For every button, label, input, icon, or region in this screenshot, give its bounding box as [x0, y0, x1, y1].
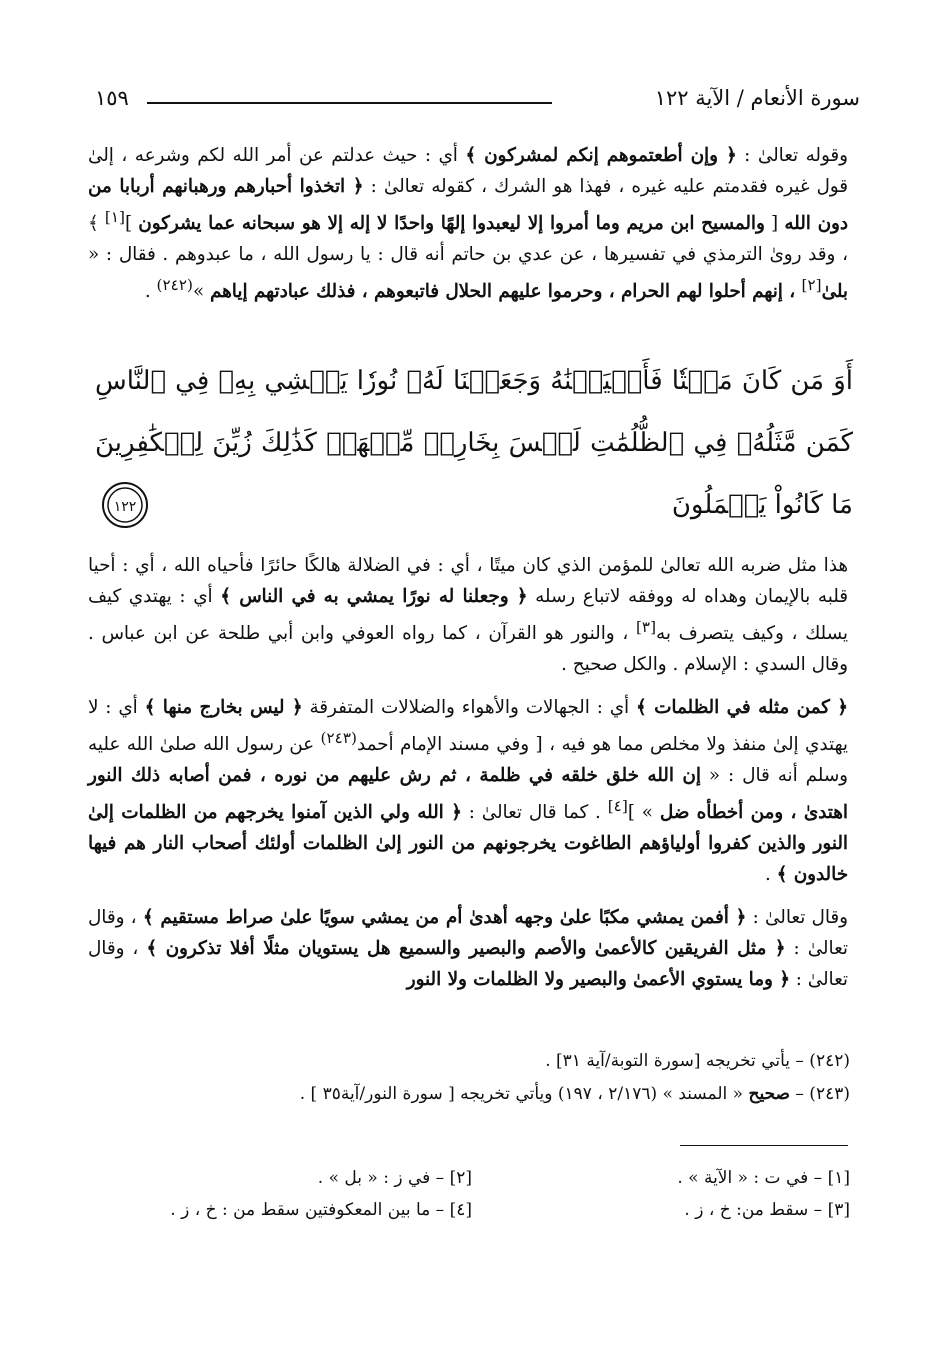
- grading: صحيح: [748, 1084, 790, 1104]
- text: . كما قال تعالىٰ :: [461, 802, 608, 824]
- quran-quote: ﴿ أفمن يمشي مكبًا علىٰ وجهه أهدىٰ أم من يمشي سويًا علىٰ صراط مستقيم ﴾: [142, 907, 747, 929]
- quran-quote: والمسيح ابن مريم وما أمروا إلا ليعبدوا إلهًا واحدًا لا إله إلا هو سبحانه عما يشركون: [138, 213, 765, 235]
- note-4: [٤] – ما بين المعكوفتين سقط من : خ ، ز .: [170, 1200, 472, 1220]
- main-text-2: [88, 550, 848, 995]
- quran-quote: ﴿ مثل الفريقين كالأعمىٰ والأصم والبصير والسميع هل يستويان مثلًا أفلا تذكرون ﴾: [146, 938, 786, 960]
- note-ref: [٢]: [801, 276, 822, 295]
- quran-verse: أَوَ مَن كَانَ مَيۡتٗا فَأَحۡيَيۡنَٰهُ وَجَعَلۡنَا لَهُۥ نُورٗا يَمۡشِي بِهِۦ فِي ٱلنَّاسِ كَمَن مَّثَلُهُۥ فِي ٱلظُّلُمَٰتِ لَيۡسَ بِخَارِجٖ مِّنۡهَاۚ كَذَٰلِكَ زُيِّنَ لِلۡكَٰفِرِينَ مَا كَانُواْ يَعۡمَلُونَ: [95, 366, 853, 520]
- text: .: [144, 281, 157, 303]
- text: « المسند » (٢/١٧٦ ، ١٩٧) ويأتي تخريجه [ سورة النور/آية٣٥ ] .: [299, 1084, 749, 1104]
- note-2: [٢] – في ز : « بل » .: [317, 1168, 472, 1188]
- paragraph-4: [88, 902, 848, 995]
- text: (٢٤٣) –: [790, 1084, 850, 1104]
- quran-quote: ﴿ كمن مثله في الظلمات ﴾: [636, 697, 849, 719]
- text: أي : يهتدي كيف يسلك ، وكيف يتصرف به: [88, 586, 848, 645]
- quran-quote: ﴿ ليس بخارج منها ﴾: [144, 697, 303, 719]
- footnote-ref: (٢٤٢): [156, 276, 193, 295]
- text: أي : الجهالات والأهواء والضلالات المتفرقة: [302, 697, 637, 719]
- quran-quote: ﴿ وما يستوي الأعمىٰ والبصير ولا الظلمات ولا النور: [406, 969, 790, 991]
- quran-quote: ﴿ الله ولي الذين آمنوا يخرجهم من الظلمات إلىٰ النور والذين كفروا أولياؤهم الطاغوت يخرجونهم من النور إلىٰ الظلمات أولئك أصحاب النار هم فيها خالدون ﴾: [88, 802, 848, 886]
- text: ﴾ ، وقد روىٰ الترمذي في تفسيرها ، عن عدي بن حاتم أنه قال : يا رسول الله ، ما عبدوهم . فقال : «: [88, 213, 848, 266]
- footnote-242: (٢٤٢) – يأتي تخريجه [سورة التوبة/آية ٣١] .: [545, 1051, 850, 1071]
- header-rule: [147, 102, 552, 104]
- page-number: ١٥٩: [95, 86, 129, 110]
- text: »: [192, 281, 210, 303]
- text: هذا مثل ضربه الله تعالىٰ للمؤمن الذي كان ميتًا ، أي : في الضلالة هالكًا حائرًا فأحياه الله ، أي : أحيا قلبه بالإيمان وهداه له ووفقه لاتباع رسله: [88, 555, 849, 607]
- quran-quote: ﴿ اتخذوا أحبارهم ورهبانهم أربابا من دون الله: [88, 176, 848, 235]
- footnote-ref: (٢٤٣): [320, 729, 357, 748]
- note-1: [١] – في ت : « الآية » .: [677, 1168, 850, 1188]
- quran-quote: ﴿ وإن أطعتموهم إنكم لمشركون ﴾: [465, 145, 737, 166]
- ayah-number: ١٢٢: [113, 499, 137, 515]
- text: [: [764, 213, 785, 235]
- text: أي : لا يهتدي إلىٰ منفذ ولا مخلص مما هو فيه ، [ وفي مسند الإمام أحمد: [88, 697, 848, 756]
- source-footnotes: [120, 1045, 850, 1111]
- page-header: [95, 86, 860, 116]
- text: .: [765, 864, 777, 886]
- hadith-quote: بلىٰ: [821, 281, 848, 303]
- hadith-quote: إن الله خلق خلقه في ظلمة ، ثم رش عليهم من نوره ، فمن أصابه ذلك النور اهتدىٰ ، ومن أخطأه ضل: [88, 765, 848, 824]
- notes-separator: [680, 1145, 848, 1146]
- text: وقوله تعالىٰ :: [736, 145, 848, 166]
- text: أي : حيث عدلتم عن أمر الله لكم وشرعه ، إلىٰ قول غيره فقدمتم عليه غيره ، فهذا هو الشرك ، كقوله تعالىٰ :: [88, 145, 848, 197]
- note-3: [٣] – سقط من: خ ، ز .: [684, 1200, 850, 1220]
- text: ، وقال تعالىٰ :: [88, 907, 848, 960]
- quran-quote: ﴿ وجعلنا له نورًا يمشي به في الناس ﴾: [220, 586, 528, 607]
- text: » ]: [627, 802, 660, 824]
- text: ، وقال تعالىٰ :: [88, 938, 848, 991]
- paragraph-2: [88, 550, 848, 680]
- text: ]: [124, 213, 139, 235]
- text: ، والنور هو القرآن ، كما رواه العوفي وابن أبي طلحة عن ابن عباس . وقال السدي : الإسلام . والكل صحيح .: [88, 623, 848, 676]
- text: عن رسول الله صلىٰ الله عليه وسلم أنه قال : «: [88, 734, 849, 787]
- note-ref: [٤]: [607, 797, 628, 816]
- paragraph-3: [88, 692, 848, 890]
- ayah-number-marker: [100, 480, 150, 530]
- note-ref: [٣]: [635, 618, 657, 636]
- hadith-quote: ، إنهم أحلوا لهم الحرام ، وحرموا عليهم الحلال فاتبعوهم ، فذلك عبادتهم إياهم: [209, 281, 802, 303]
- paragraph-1: [88, 140, 848, 307]
- running-title: سورة الأنعام / الآية ١٢٢: [654, 86, 860, 110]
- note-ref: [١]: [104, 208, 125, 226]
- text: وقال تعالىٰ :: [746, 907, 848, 929]
- footnote-243: [120, 1078, 850, 1111]
- main-text: [88, 140, 848, 307]
